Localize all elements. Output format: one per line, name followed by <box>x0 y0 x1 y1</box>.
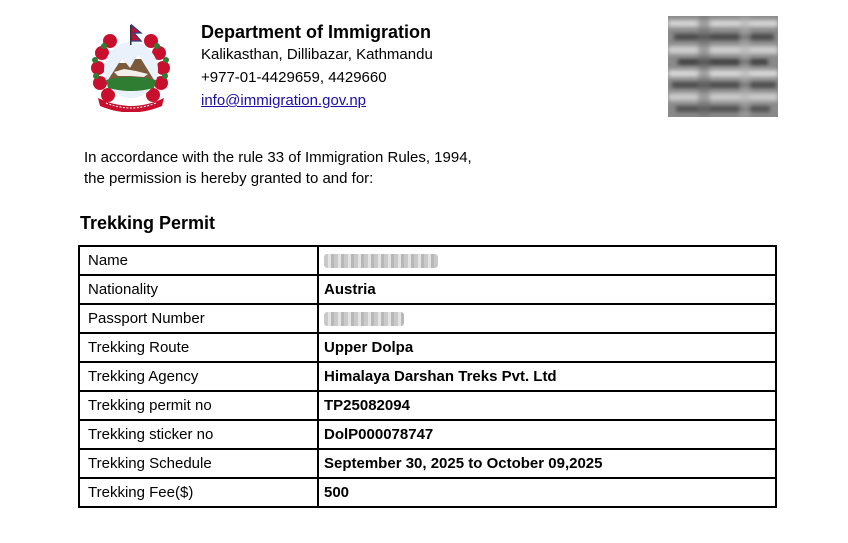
row-label: Trekking Fee($) <box>79 478 318 507</box>
table-row <box>79 420 776 449</box>
table-row <box>79 304 776 333</box>
row-label: Trekking sticker no <box>79 420 318 449</box>
row-value: 500 <box>318 478 776 507</box>
table-row <box>79 391 776 420</box>
section-title: Trekking Permit <box>80 213 216 233</box>
row-label: Nationality <box>79 275 318 304</box>
row-label: Name <box>79 246 318 275</box>
table-row <box>79 246 776 275</box>
row-value: TP25082094 <box>318 391 776 420</box>
row-label: Passport Number <box>79 304 318 333</box>
redacted-passport-number <box>324 312 404 326</box>
row-value-passport-redacted <box>318 304 776 333</box>
table-row <box>79 362 776 391</box>
row-label: Trekking Agency <box>79 362 318 391</box>
row-label: Trekking Route <box>79 333 318 362</box>
department-address: Kalikasthan, Dillibazar, Kathmandu <box>201 46 433 63</box>
table-row <box>79 478 776 507</box>
row-value: Austria <box>318 275 776 304</box>
row-value: September 30, 2025 to October 09,2025 <box>318 449 776 478</box>
row-value-name-redacted <box>318 246 776 275</box>
row-label: Trekking permit no <box>79 391 318 420</box>
nepal-emblem-logo <box>84 22 179 112</box>
table-row <box>79 333 776 362</box>
row-value: DolP000078747 <box>318 420 776 449</box>
table-row <box>79 449 776 478</box>
row-value: Upper Dolpa <box>318 333 776 362</box>
redacted-name <box>324 254 438 268</box>
permit-details-table <box>78 245 777 508</box>
department-title: Department of Immigration <box>201 22 432 42</box>
row-value: Himalaya Darshan Treks Pvt. Ltd <box>318 362 776 391</box>
department-header <box>201 21 433 113</box>
department-email-link[interactable]: info@immigration.gov.np <box>201 92 367 109</box>
permission-statement: In accordance with the rule 33 of Immigration Rules, 1994, the permission is hereby granted to and for: <box>84 149 472 187</box>
table-row <box>79 275 776 304</box>
department-phone: +977-01-4429659, 4429660 <box>201 69 387 86</box>
row-label: Trekking Schedule <box>79 449 318 478</box>
applicant-photo-redacted <box>668 16 778 117</box>
